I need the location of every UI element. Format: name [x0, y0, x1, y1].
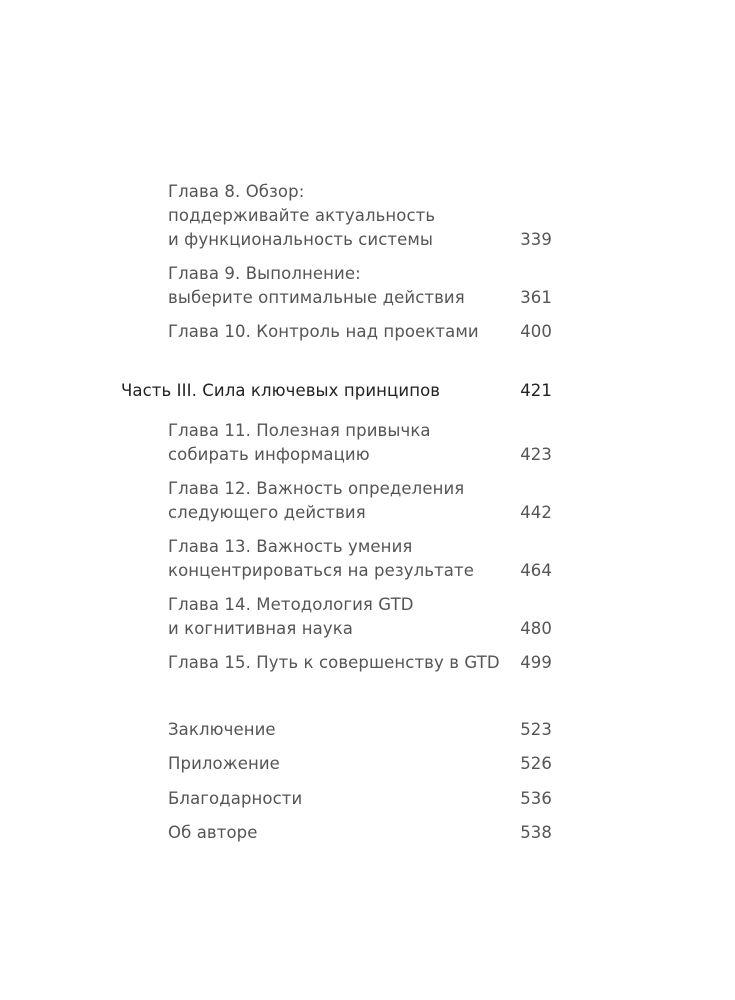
- toc-entry-title-line: Глава 15. Путь к совершенству в GTD: [168, 653, 500, 672]
- toc-entry-title-line: поддерживайте актуальность: [168, 206, 436, 225]
- toc-page-number: 538: [520, 823, 552, 842]
- toc-entry-title-line: Глава 12. Важность определения: [168, 479, 465, 498]
- toc-entry-title-line: и функциональность системы: [168, 230, 434, 249]
- toc-entry-title-line: Приложение: [168, 754, 280, 773]
- toc-entry-title-line: Глава 14. Методология GTD: [168, 595, 414, 614]
- toc-entry-chapter-14: [168, 593, 552, 641]
- toc-entry-title-line: выберите оптимальные действия: [168, 288, 465, 307]
- toc-page-number: 499: [520, 653, 552, 672]
- toc-entry-chapter-11: [168, 419, 552, 467]
- toc-page-number: 526: [520, 754, 552, 773]
- toc-page-number: 400: [520, 322, 552, 341]
- toc-part-title: Часть III. Сила ключевых принципов: [121, 381, 441, 400]
- toc-page-number: 421: [520, 381, 552, 400]
- toc-page-number: 442: [520, 503, 552, 522]
- toc-entry-chapter-13: [168, 535, 552, 583]
- toc-entry-conclusion: [168, 718, 552, 742]
- toc-entry-chapter-12: [168, 477, 552, 525]
- toc-page-number: 361: [520, 288, 552, 307]
- toc-entry-title-line: Заключение: [168, 720, 276, 739]
- toc-entry-title-line: Глава 10. Контроль над проектами: [168, 322, 479, 341]
- toc-entry-chapter-10: [168, 320, 552, 344]
- toc-entry-title-line: и когнитивная наука: [168, 619, 353, 638]
- toc-page-number: 339: [520, 230, 552, 249]
- toc-entry-title-line: Глава 11. Полезная привычка: [168, 421, 431, 440]
- toc-entry-title-line: концентрироваться на результате: [168, 561, 474, 580]
- toc-page-number: 523: [520, 720, 552, 739]
- toc-page-number: 423: [520, 445, 552, 464]
- toc-entry-title-line: Об авторе: [168, 823, 258, 842]
- toc-entry-title-line: Благодарности: [168, 789, 303, 808]
- toc-entry-title-line: Глава 9. Выполнение:: [168, 264, 361, 283]
- toc-entry-chapter-9: [168, 262, 552, 310]
- toc-entry-title-line: следующего действия: [168, 503, 366, 522]
- toc-entry-title-line: Глава 8. Обзор:: [168, 182, 305, 201]
- toc-part-heading: [121, 379, 552, 403]
- toc-page-number: 480: [520, 619, 552, 638]
- toc-page-number: 536: [520, 789, 552, 808]
- toc-entry-chapter-15: [168, 651, 552, 675]
- toc-entry-about-author: [168, 821, 552, 845]
- toc-entry-title-line: Глава 13. Важность умения: [168, 537, 413, 556]
- toc-entry-chapter-8: [168, 180, 552, 252]
- toc-entry-acknowledgements: [168, 787, 552, 811]
- toc-entry-appendix: [168, 752, 552, 776]
- toc-entry-title-line: собирать информацию: [168, 445, 370, 464]
- toc-page-number: 464: [520, 561, 552, 580]
